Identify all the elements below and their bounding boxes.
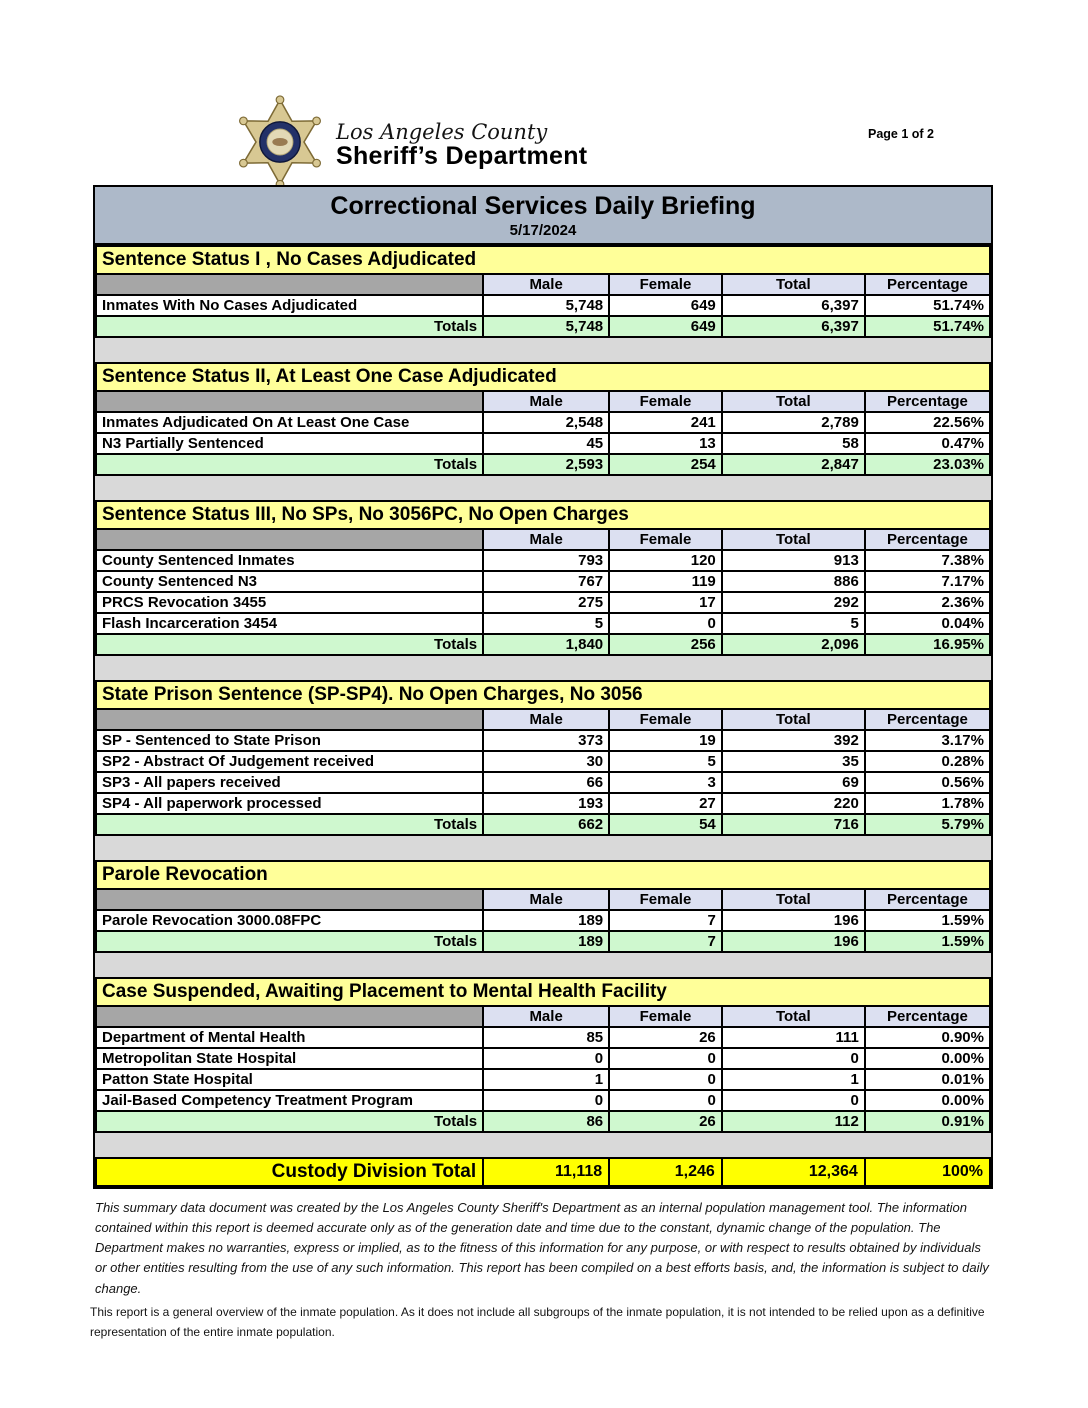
row-value: 0.01% [865,1069,990,1090]
column-header-spacer [96,274,483,295]
section-header-row [96,861,990,889]
row-value: 0 [609,1069,722,1090]
row-value: 0.90% [865,1027,990,1048]
row-value: 26 [609,1027,722,1048]
report-title-bar [95,187,991,245]
row-label: County Sentenced N3 [96,571,483,592]
section-gap [95,656,991,680]
row-label: PRCS Revocation 3455 [96,592,483,613]
column-header: Total [722,391,865,412]
row-value: 0.00% [865,1090,990,1111]
row-label: County Sentenced Inmates [96,550,483,571]
column-header-spacer [96,889,483,910]
row-value: 22.56% [865,412,990,433]
totals-value: 189 [483,931,609,952]
section-table [95,860,991,953]
row-value: 111 [722,1027,865,1048]
totals-value: 86 [483,1111,609,1132]
row-value: 3.17% [865,730,990,751]
totals-value: 0.91% [865,1111,990,1132]
row-value: 45 [483,433,609,454]
report-sections [95,245,991,1157]
row-label: Flash Incarceration 3454 [96,613,483,634]
column-header-row [96,709,990,730]
totals-label: Totals [96,1111,483,1132]
section-header-row [96,978,990,1006]
column-header-spacer [96,529,483,550]
row-value: 0 [609,1048,722,1069]
totals-value: 5,748 [483,316,609,337]
row-value: 30 [483,751,609,772]
row-label: SP - Sentenced to State Prison [96,730,483,751]
row-value: 120 [609,550,722,571]
agency-name [336,120,587,171]
row-value: 373 [483,730,609,751]
row-value: 7 [609,910,722,931]
totals-value: 26 [609,1111,722,1132]
table-row [96,1069,990,1090]
section-title: Case Suspended, Awaiting Placement to Mental Health Facility [96,978,990,1006]
totals-row [96,814,990,835]
page-number: Page 1 of 2 [868,127,934,141]
totals-label: Totals [96,454,483,475]
column-header-row [96,889,990,910]
row-label: SP3 - All papers received [96,772,483,793]
column-header: Male [483,391,609,412]
table-row [96,772,990,793]
row-value: 292 [722,592,865,613]
row-value: 1 [483,1069,609,1090]
column-header: Female [609,391,722,412]
table-row [96,613,990,634]
column-header: Percentage [865,1006,990,1027]
table-row [96,1048,990,1069]
row-label: SP2 - Abstract Of Judgement received [96,751,483,772]
row-value: 17 [609,592,722,613]
column-header-spacer [96,1006,483,1027]
grand-total-row [96,1158,990,1186]
row-label: Patton State Hospital [96,1069,483,1090]
section-title: State Prison Sentence (SP-SP4). No Open Charges, No 3056 [96,681,990,709]
column-header: Percentage [865,391,990,412]
row-value: 0.56% [865,772,990,793]
row-value: 0 [483,1048,609,1069]
row-value: 2,548 [483,412,609,433]
row-value: 913 [722,550,865,571]
column-header: Total [722,529,865,550]
row-value: 51.74% [865,295,990,316]
table-row [96,1090,990,1111]
totals-value: 2,096 [722,634,865,655]
column-header: Female [609,274,722,295]
row-value: 19 [609,730,722,751]
grand-total-label: Custody Division Total [96,1158,483,1186]
agency-header [232,94,587,190]
section-gap [95,953,991,977]
totals-value: 51.74% [865,316,990,337]
row-value: 66 [483,772,609,793]
column-header: Total [722,709,865,730]
disclaimer-text: This summary data document was created by the Los Angeles County Sheriff's Department as an internal population management tool. The information contained within this report is deemed accurate only as of the generation date and time due to the constant, dynamic change of the population. The Department makes no warranties, express or implied, as to the fitness of this information for any purpose, or with respect to results obtained by individuals or other entities resulting from the use of any such information. This report has been compiled on a best efforts basis, and, the information is subject to daily change. [95,1200,989,1296]
section-gap [95,1133,991,1157]
table-row [96,295,990,316]
totals-label: Totals [96,814,483,835]
column-header-row [96,1006,990,1027]
row-value: 13 [609,433,722,454]
totals-label: Totals [96,316,483,337]
column-header: Percentage [865,889,990,910]
row-value: 119 [609,571,722,592]
section-table [95,362,991,476]
column-header: Female [609,1006,722,1027]
section-table [95,977,991,1133]
row-value: 0 [609,1090,722,1111]
section-table [95,680,991,836]
row-label: Jail-Based Competency Treatment Program [96,1090,483,1111]
row-value: 0 [722,1090,865,1111]
row-value: 392 [722,730,865,751]
row-value: 0 [483,1090,609,1111]
row-value: 0.00% [865,1048,990,1069]
custody-division-total-table [95,1157,991,1187]
section-header-row [96,363,990,391]
column-header: Total [722,1006,865,1027]
totals-value: 256 [609,634,722,655]
row-value: 793 [483,550,609,571]
row-value: 5 [483,613,609,634]
row-value: 35 [722,751,865,772]
totals-value: 54 [609,814,722,835]
row-label: N3 Partially Sentenced [96,433,483,454]
totals-row [96,454,990,475]
row-value: 0 [609,613,722,634]
column-header: Male [483,709,609,730]
section-header-row [96,246,990,274]
row-label: Metropolitan State Hospital [96,1048,483,1069]
row-value: 5 [722,613,865,634]
totals-value: 649 [609,316,722,337]
totals-value: 16.95% [865,634,990,655]
column-header: Female [609,889,722,910]
row-label: Department of Mental Health [96,1027,483,1048]
totals-value: 112 [722,1111,865,1132]
table-row [96,592,990,613]
row-value: 0.28% [865,751,990,772]
row-value: 241 [609,412,722,433]
row-value: 85 [483,1027,609,1048]
column-header: Percentage [865,529,990,550]
row-value: 886 [722,571,865,592]
daily-briefing-report [93,185,993,1189]
column-header: Male [483,274,609,295]
row-value: 196 [722,910,865,931]
row-value: 220 [722,793,865,814]
row-value: 7.17% [865,571,990,592]
column-header: Total [722,274,865,295]
table-row [96,910,990,931]
row-value: 69 [722,772,865,793]
row-value: 1.78% [865,793,990,814]
table-row [96,793,990,814]
row-value: 649 [609,295,722,316]
row-label: SP4 - All paperwork processed [96,793,483,814]
section-gap [95,476,991,500]
totals-value: 2,593 [483,454,609,475]
row-value: 3 [609,772,722,793]
section-title: Sentence Status II, At Least One Case Adjudicated [96,363,990,391]
table-row [96,1027,990,1048]
totals-value: 662 [483,814,609,835]
totals-row [96,931,990,952]
totals-row [96,634,990,655]
table-row [96,433,990,454]
totals-row [96,1111,990,1132]
totals-value: 2,847 [722,454,865,475]
totals-value: 23.03% [865,454,990,475]
grand-total-male: 11,118 [483,1158,609,1186]
row-label: Inmates With No Cases Adjudicated [96,295,483,316]
totals-value: 1,840 [483,634,609,655]
section-title: Sentence Status III, No SPs, No 3056PC, No Open Charges [96,501,990,529]
row-value: 767 [483,571,609,592]
row-value: 5,748 [483,295,609,316]
table-row [96,571,990,592]
totals-value: 254 [609,454,722,475]
row-value: 275 [483,592,609,613]
section-header-row [96,681,990,709]
row-value: 1.59% [865,910,990,931]
column-header-row [96,391,990,412]
row-value: 0 [722,1048,865,1069]
column-header: Percentage [865,709,990,730]
row-value: 6,397 [722,295,865,316]
column-header-row [96,529,990,550]
column-header-spacer [96,709,483,730]
totals-row [96,316,990,337]
row-label: Inmates Adjudicated On At Least One Case [96,412,483,433]
totals-value: 1.59% [865,931,990,952]
row-value: 27 [609,793,722,814]
column-header: Total [722,889,865,910]
table-row [96,751,990,772]
row-value: 7.38% [865,550,990,571]
table-row [96,412,990,433]
section-title: Sentence Status I , No Cases Adjudicated [96,246,990,274]
overview-note-text: This report is a general overview of the inmate population. As it does not include all subgroups of the inmate population, it is not intended to be relied upon as a definitive representation of the entire inmate population. [90,1305,985,1339]
column-header: Female [609,709,722,730]
row-value: 2.36% [865,592,990,613]
row-value: 0.04% [865,613,990,634]
report-title: Correctional Services Daily Briefing [330,192,756,220]
grand-total-percentage: 100% [865,1158,990,1186]
row-value: 2,789 [722,412,865,433]
section-gap [95,338,991,362]
section-table [95,245,991,338]
table-row [96,730,990,751]
column-header: Female [609,529,722,550]
row-value: 5 [609,751,722,772]
report-date: 5/17/2024 [509,222,577,239]
row-value: 58 [722,433,865,454]
section-gap [95,836,991,860]
totals-value: 196 [722,931,865,952]
sheriff-star-badge-icon [232,94,328,190]
column-header: Male [483,529,609,550]
column-header: Male [483,889,609,910]
grand-total-female: 1,246 [609,1158,722,1186]
totals-value: 6,397 [722,316,865,337]
totals-value: 5.79% [865,814,990,835]
agency-county-line: Los Angeles County [336,119,548,144]
totals-value: 716 [722,814,865,835]
totals-label: Totals [96,931,483,952]
column-header-row [96,274,990,295]
table-row [96,550,990,571]
totals-value: 7 [609,931,722,952]
row-value: 0.47% [865,433,990,454]
column-header: Male [483,1006,609,1027]
column-header: Percentage [865,274,990,295]
section-title: Parole Revocation [96,861,990,889]
row-value: 193 [483,793,609,814]
row-value: 189 [483,910,609,931]
section-table [95,500,991,656]
totals-label: Totals [96,634,483,655]
column-header-spacer [96,391,483,412]
section-header-row [96,501,990,529]
row-value: 1 [722,1069,865,1090]
grand-total-total: 12,364 [722,1158,865,1186]
agency-department-line: Sheriff’s Department [336,141,588,170]
row-label: Parole Revocation 3000.08FPC [96,910,483,931]
